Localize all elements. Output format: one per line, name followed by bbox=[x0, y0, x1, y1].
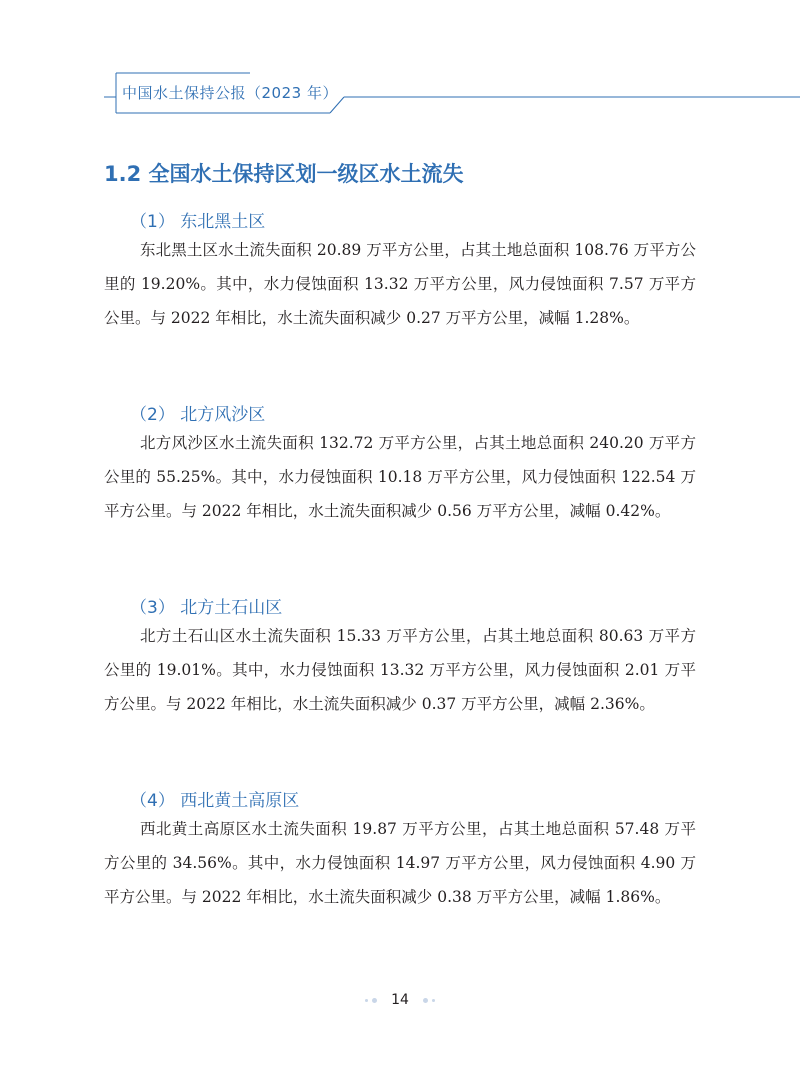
region-heading-northeast: （1） 东北黑土区 bbox=[130, 212, 266, 232]
header-frame-lines bbox=[0, 0, 800, 120]
region-heading-north-rocky: （3） 北方土石山区 bbox=[130, 598, 283, 618]
region-paragraph-north-rocky: 北方土石山区水土流失面积 15.33 万平方公里，占其土地总面积 80.63 万平方公里的 19.01%。其中，水力侵蚀面积 13.32 万平方公里，风力侵蚀面积 2.01 万平方公里。与 2022 年相比，水土流失面积减少 0.37 万平方公里，减幅 2.36%。 bbox=[104, 627, 696, 713]
section-title: 1.2 全国水土保持区划一级区水土流失 bbox=[104, 162, 464, 186]
footer-dot-icon bbox=[432, 999, 435, 1002]
region-heading-north-sand: （2） 北方风沙区 bbox=[130, 405, 266, 425]
page-header bbox=[0, 0, 800, 120]
region-paragraph-loess: 西北黄土高原区水土流失面积 19.87 万平方公里，占其土地总面积 57.48 万平方公里的 34.56%。其中，水力侵蚀面积 14.97 万平方公里，风力侵蚀面积 4.90 万平方公里。与 2022 年相比，水土流失面积减少 0.38 万平方公里，减幅 1.86%。 bbox=[104, 820, 696, 906]
footer-dot-icon bbox=[365, 999, 368, 1002]
footer-dot-icon bbox=[372, 998, 377, 1003]
region-heading-loess: （4） 西北黄土高原区 bbox=[130, 791, 300, 811]
report-title: 中国水土保持公报（2023 年） bbox=[122, 84, 338, 102]
region-paragraph-northeast: 东北黑土区水土流失面积 20.89 万平方公里，占其土地总面积 108.76 万平方公里的 19.20%。其中，水力侵蚀面积 13.32 万平方公里，风力侵蚀面积 7.57 万平方公里。与 2022 年相比，水土流失面积减少 0.27 万平方公里，减幅 1.28%。 bbox=[104, 241, 696, 327]
region-paragraph-north-sand: 北方风沙区水土流失面积 132.72 万平方公里，占其土地总面积 240.20 万平方公里的 55.25%。其中，水力侵蚀面积 10.18 万平方公里，风力侵蚀面积 122.54 万平方公里。与 2022 年相比，水土流失面积减少 0.56 万平方公里，减幅 0.42%。 bbox=[104, 434, 696, 520]
page-footer bbox=[0, 992, 800, 1008]
page-number: 14 bbox=[391, 992, 409, 1008]
footer-dot-icon bbox=[423, 998, 428, 1003]
